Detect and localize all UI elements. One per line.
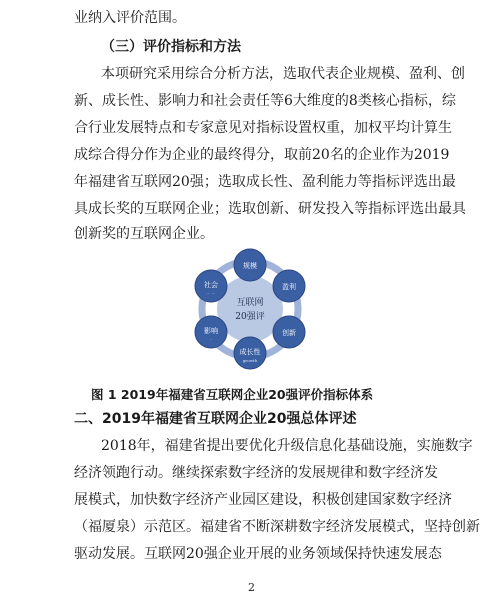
svg-text:growth: growth	[242, 358, 258, 363]
svg-text:影响: 影响	[204, 327, 218, 335]
svg-text:创新: 创新	[282, 329, 296, 337]
diagram-node-influence	[195, 316, 227, 348]
body-line: 成综合得分作为企业的最终得分，取前20名的企业作为2019	[74, 147, 450, 163]
body-line: （福厦泉）示范区。福建省不断深耕数字经济发展模式，坚持创新	[74, 519, 480, 535]
page-number: 2	[248, 581, 255, 594]
body-line: 2018年，福建省提出要优化升级信息化基础设施，实施数字	[101, 438, 473, 454]
diagram-center-line1: 互联网	[236, 298, 264, 308]
figure-caption: 图 1 2019年福建省互联网企业20强评价指标体系	[91, 387, 374, 402]
body-line: 合行业发展特点和专家意见对指标设置权重，加权平均计算生	[74, 120, 452, 136]
svg-text:·: ·	[210, 337, 212, 343]
section-heading-evaluation-methods: （三）评价指标和方法	[101, 39, 241, 55]
body-line: 具成长奖的互联网企业；选取创新、研发投入等指标评选出最具	[74, 201, 466, 217]
body-line: 展模式，加快数字经济产业园区建设，积极创建国家数字经济	[74, 492, 452, 508]
body-line: 新、成长性、影响力和社会责任等6大维度的8类核心指标，综	[74, 93, 456, 109]
diagram-node-profit	[273, 270, 305, 302]
svg-text:成长性: 成长性	[239, 348, 261, 356]
svg-text:盈利: 盈利	[282, 283, 296, 291]
svg-text:社会: 社会	[204, 281, 218, 289]
svg-text:··· ···: ··· ···	[206, 291, 216, 296]
svg-text:规模: 规模	[243, 262, 257, 270]
indicator-system-diagram	[178, 243, 323, 375]
diagram-node-growth	[234, 337, 266, 369]
diagram-node-social	[195, 270, 227, 302]
body-line: 年福建省互联网20强；选取成长性、盈利能力等指标评选出最	[74, 174, 456, 190]
body-line: 创新奖的互联网企业。	[74, 226, 214, 242]
body-line: 本项研究采用综合分析方法，选取代表企业规模、盈利、创	[101, 66, 465, 82]
body-line: 经济领跑行动。继续探索数字经济的发展规律和数字经济发	[74, 465, 438, 481]
body-line: 驱动发展。互联网20强企业开展的业务领域保持快速发展态	[74, 546, 442, 562]
diagram-node-innovation	[273, 316, 305, 348]
section-heading-overview: 二、2019年福建省互联网企业20强总体评述	[74, 411, 357, 427]
paragraph-continuation: 业纳入评价范围。	[74, 10, 186, 26]
diagram-center-line2: 20强评	[235, 312, 265, 322]
diagram-node-scale	[234, 249, 266, 281]
